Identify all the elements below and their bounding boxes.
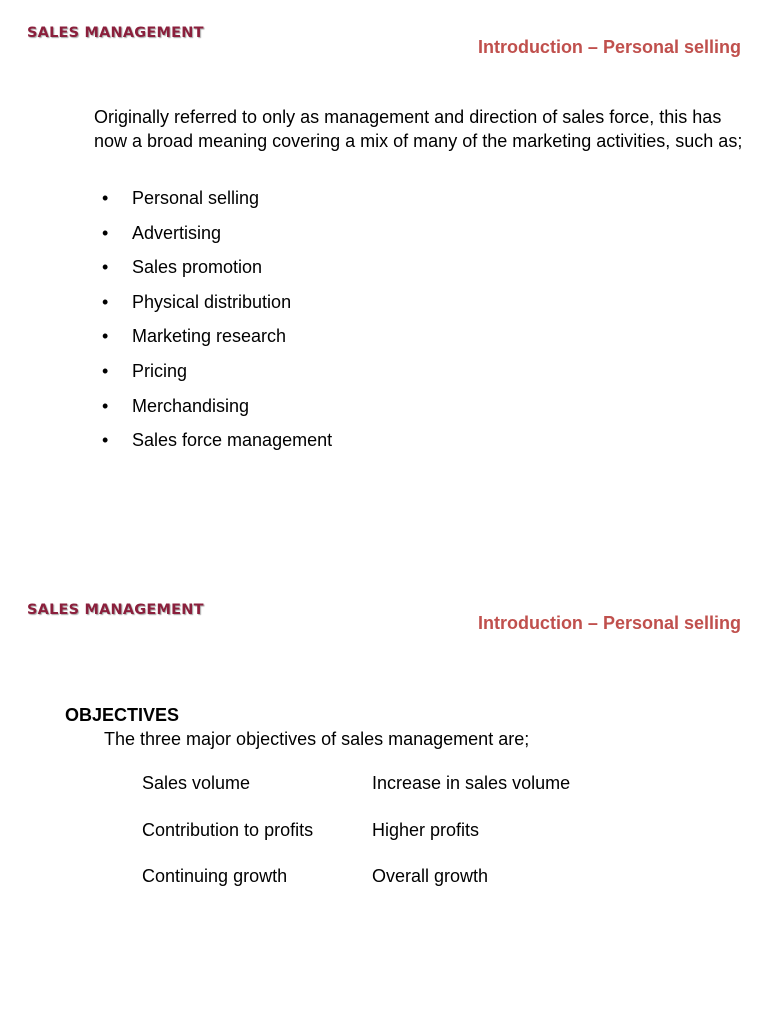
list-item-label: Physical distribution: [132, 291, 292, 312]
list-item: [94, 290, 332, 325]
bullet-icon: •: [102, 395, 109, 416]
list-item-label: Pricing: [132, 360, 188, 381]
list-item: [94, 428, 332, 463]
list-item: [94, 221, 332, 256]
list-item-label: Advertising: [132, 222, 222, 243]
list-item: [94, 186, 332, 221]
objective-cell: Continuing growth: [142, 866, 288, 887]
brand-title: SALES MANAGEMENT: [27, 602, 204, 618]
objectives-title: OBJECTIVES: [65, 705, 180, 725]
brand-title: SALES MANAGEMENT: [27, 25, 204, 41]
list-item: [94, 255, 332, 290]
list-item-label: Merchandising: [132, 395, 250, 416]
meaning-cell: Higher profits: [372, 819, 480, 840]
list-item: [94, 324, 332, 359]
slide-2: [0, 576, 768, 1024]
intro-paragraph: Originally referred to only as management and direction of sales force, this has now a broad meaning covering a mix of many of the marketing activities, such as;: [94, 107, 743, 151]
objective-cell: Sales volume: [142, 773, 251, 793]
bullet-icon: •: [102, 188, 109, 208]
bullet-icon: •: [102, 360, 109, 381]
slide-heading: Introduction – Personal selling: [477, 37, 741, 57]
list-item-label: Sales force management: [132, 430, 333, 451]
activities-list: [94, 186, 332, 463]
list-item: [94, 359, 332, 394]
bullet-icon: •: [102, 291, 109, 312]
objectives-intro: The three major objectives of sales management are;: [104, 729, 530, 749]
list-item: [94, 394, 332, 429]
bullet-icon: •: [102, 222, 109, 243]
meaning-cell: Increase in sales volume: [372, 773, 571, 793]
slide-heading: Introduction – Personal selling: [477, 613, 741, 633]
list-item-label: Sales promotion: [132, 257, 263, 278]
bullet-icon: •: [102, 430, 109, 451]
objective-cell: Contribution to profits: [142, 819, 314, 840]
list-item-label: Personal selling: [132, 188, 260, 208]
list-item-label: Marketing research: [132, 326, 287, 347]
bullet-icon: •: [102, 257, 109, 278]
meaning-cell: Overall growth: [372, 866, 489, 887]
bullet-icon: •: [102, 326, 109, 347]
